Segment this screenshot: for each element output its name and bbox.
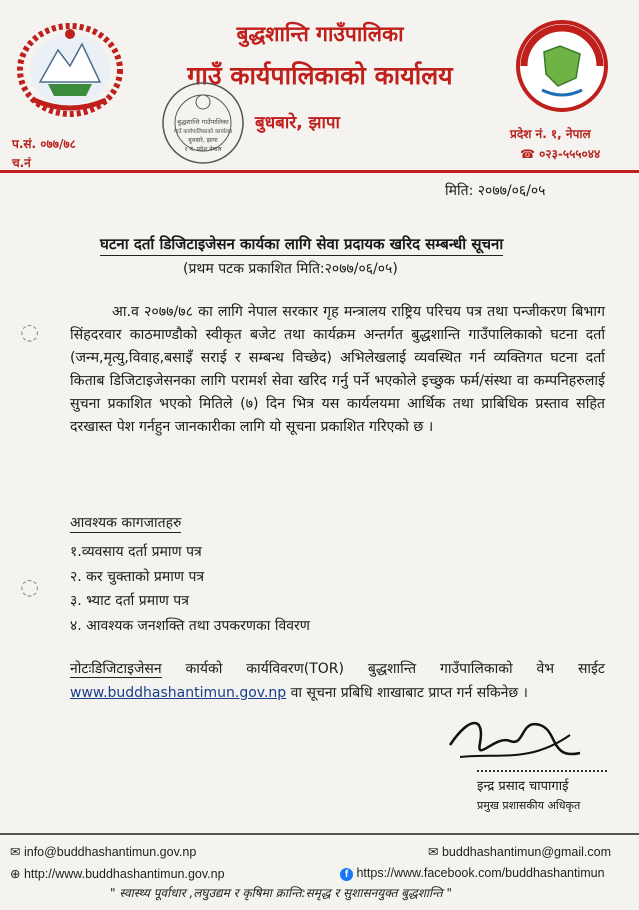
office-location: बुधबारे, झापा (255, 113, 340, 133)
footer-divider (0, 833, 639, 835)
signatory-name: इन्द्र प्रसाद चापागाई (477, 779, 569, 794)
notice-subject: घटना दर्ता डिजिटाइजेसन कार्यका लागि सेवा प्रदायक खरिद सम्बन्धी सूचना (100, 234, 503, 256)
footer-slogan: " स्वास्थ्य पूर्वाधार ,लघुउद्यम र कृषिमा क्रान्ति:समृद्ध र सुशासनयुक्त बुद्धशान्ति " (110, 886, 452, 900)
facebook-text: https://www.facebook.com/buddhashantimun (356, 866, 605, 880)
notice-date: मिति: २०७७/०६/०५ (445, 183, 546, 199)
facebook-icon: f (340, 868, 353, 881)
mail-icon: ✉ (428, 845, 439, 859)
documents-heading: आवश्यक कागजातहरु (70, 515, 182, 531)
email-official-text: info@buddhashantimun.gov.np (23, 845, 197, 859)
note-paragraph (70, 657, 605, 705)
email-gmail-text: buddhashantimun@gmail.com (441, 845, 611, 859)
municipality-name: बुद्धशान्ति गाउँपालिका (236, 22, 404, 46)
website-text: http://www.buddhashantimun.gov.np (23, 867, 225, 881)
dispatch-number: च.नं (12, 156, 31, 170)
list-item: ४. आवश्यक जनशक्ति तथा उपकरणका विवरण (70, 617, 310, 634)
documents-list (70, 540, 310, 638)
scan-mark: ◌ (20, 575, 40, 600)
list-item: १.व्यवसाय दर्ता प्रमाण पत्र (70, 544, 202, 560)
note-after-text: वा सूचना प्रबिधि शाखाबाट प्राप्त गर्न सकिनेछ । (286, 685, 528, 701)
list-item: २. कर चुक्ताको प्रमाण पत्र (70, 568, 205, 585)
website-link[interactable]: www.buddhashantimun.gov.np (70, 685, 287, 701)
footer-email-official[interactable] (10, 844, 196, 859)
footer-facebook[interactable] (340, 866, 605, 881)
signature-line (477, 770, 607, 772)
province-label: प्रदेश नं. १, नेपाल (510, 127, 591, 141)
stamp-line-4: १ नं. प्रदेश नेपाल (184, 146, 222, 153)
header-divider (0, 170, 639, 173)
note-text: कार्यको कार्यविवरण(TOR) बुद्धशान्ति गाउँपालिकाको वेभ साईट (161, 661, 605, 677)
globe-icon: ⊕ (10, 867, 21, 881)
stamp-line-3: बुधबारे, झापा (188, 137, 218, 144)
stamp-line-2: गाउँ कार्यपालिकाको कार्यालय (173, 129, 233, 135)
published-date-line: (प्रथम पटक प्रकाशित मिति:२०७७/०६/०५) (183, 261, 398, 277)
letter-number: प.सं. ०७७/७८ (12, 137, 76, 151)
note-label: नोटःडिजिटाइजेसन (70, 661, 162, 677)
footer-email-gmail[interactable] (428, 844, 611, 859)
phone-number: ☎ ०२३-५५५०४४ (520, 147, 601, 161)
stamp-line-1: बुद्धशान्ति गाउँपालिका (177, 118, 229, 126)
signatory-role: प्रमुख प्रशासकीय अधिकृत (477, 799, 581, 812)
notice-body (70, 301, 605, 439)
office-name: गाउँ कार्यपालिकाको कार्यालय (187, 61, 453, 90)
nepal-emblem-logo (14, 20, 126, 120)
notice-body-text: आ.व २०७७/७८ का लागि नेपाल सरकार गृह मन्त्रालय राष्ट्रिय परिचय पत्र तथा पन्जीकरण बिभाग सिंहदरवार काठमाण्डौको स्वीकृत बजेट तथा कार्यक्रम अन्तर्गत बुद्धशान्ति गाउँपालिकाको घटना दर्ता (जन्म,मृत्यु,विवाह,बसाइँ सराई र सम्बन्ध विच्छेद) अभिलेखलाई व्यवस्थित गर्न व्यक्तिगत घटना दर्ता किताब डिजिटाइजेसनका लागि परामर्श सेवा खरिद गर्नु पर्ने भएकोले इच्छुक फर्म/संस्था वा कम्पनिहरुलाई सुचना प्रकाशित भएको मितिले (७) दिन भित्र यस कार्यलयमा आर्थिक तथा प्राबिधिक प्रस्ताव सहित दरखास्त पेश गर्नहुन जानकारीका लागि यो सूचना प्रकाशित गरिएको छ । (70, 304, 605, 435)
list-item: ३. भ्याट दर्ता प्रमाण पत्र (70, 593, 189, 609)
footer-website[interactable] (10, 866, 225, 881)
signature (440, 705, 590, 775)
scan-mark: ◌ (20, 320, 40, 345)
mail-icon: ✉ (10, 845, 21, 859)
official-stamp (160, 80, 246, 166)
municipality-logo (514, 18, 610, 114)
